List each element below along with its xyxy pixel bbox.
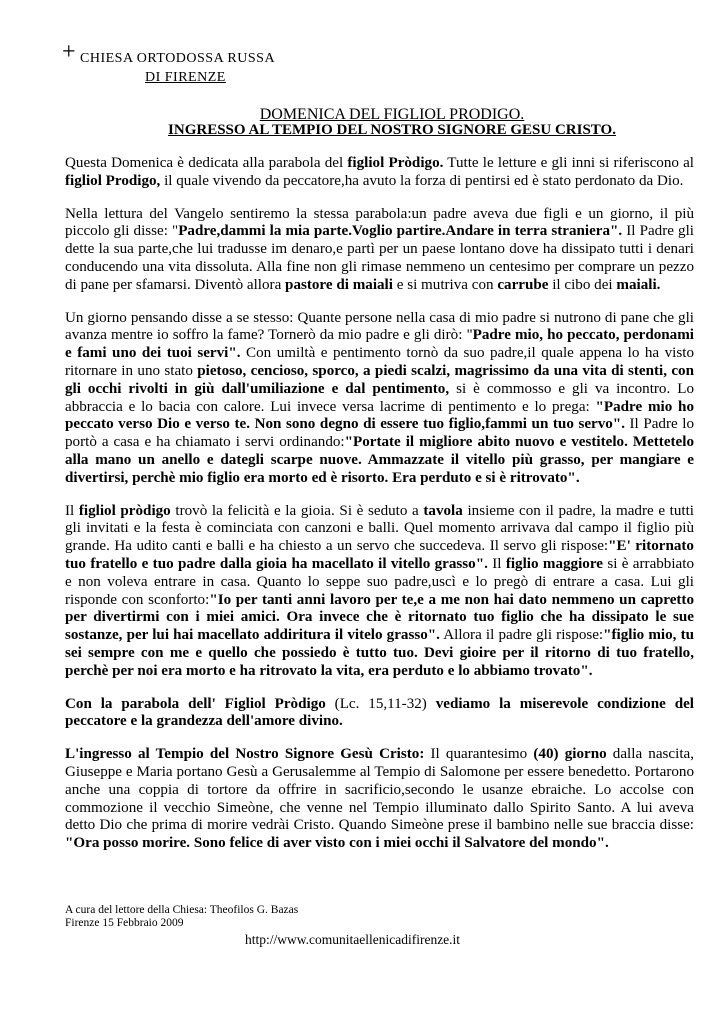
bold-text: figlio maggiore	[505, 555, 603, 572]
text-run: Tutte le letture e gli inni si riferiscono al	[443, 155, 694, 171]
text-run: si è commosso e gli va incontro. Lo abbraccia e lo bacia con calore. Lui invece versa lacrime di pentimento e lo prega:	[65, 380, 695, 415]
text-run: Un giorno pensando disse a se stesso: Quante persone nella casa di mio padre si nutrono di pane che gli avanza mentre io soffro la fame? Tornerò da mio padre e gli dirò: "	[65, 309, 694, 344]
text-run: Il	[487, 555, 506, 572]
document-body	[65, 155, 694, 868]
text-run: Con umiltà e pentimento tornò da suo padre,il quale appena lo ha visto ritornare in uno stato	[65, 345, 694, 379]
paragraph	[65, 503, 694, 681]
text-run: Nella lettura del Vangelo sentiremo la stessa parabola:un padre aveva due figli e un giorno, il più piccolo gli disse: "	[65, 205, 694, 240]
bold-text: L'ingresso al Tempio del Nostro Signore Gesù Cristo:	[65, 746, 425, 763]
cross-symbol: +	[62, 39, 76, 65]
bold-text: pastore di maiali	[285, 276, 393, 293]
bold-text: vediamo la miserevole condizione del peccatore e la grandezza dell'amore divino.	[65, 695, 694, 730]
paragraph	[65, 696, 694, 732]
bold-text: maiali.	[616, 276, 661, 293]
text-run: Il Padre lo portò a casa e ha chiamato i servi ordinando:	[65, 416, 694, 451]
bold-text: figliol Prodigo,	[65, 172, 161, 189]
bold-text: figliol Pròdigo.	[347, 155, 444, 171]
bold-text: figliol pròdigo	[78, 502, 171, 519]
website-link[interactable]: http://www.comunitaellenicadifirenze.it	[245, 932, 461, 947]
footer-author: A cura del lettore della Chiesa: Theofilos G. Bazas	[65, 904, 299, 916]
text-run: (Lc. 15,11-32)	[325, 695, 436, 712]
bold-text: "Io per tanti anni lavoro per te,e a me non hai dato nemmeno un capretto per divertirmi con i miei amici. Ora invece che è ritornato tuo figlio che ha dissipato le sue sostanze, per lui hai macellato addiritura il vitelo grasso".	[65, 591, 694, 644]
bold-text: tavola	[423, 502, 463, 519]
text-run: insieme con il padre, la madre e tutti gli invitati e la festa è cominciata con canzoni e balli. Quel momento arrivava dal campo il figlio più grande. Ha udito canti e balli e ha chiesto a un servo che succedeva. Il servo gli rispose:	[65, 502, 694, 555]
bold-text: Padre,dammi la mia parte.Voglio partire.Andare in terra straniera".	[178, 223, 623, 240]
bold-text: Padre mio, ho peccato, perdonami e fami uno dei tuoi servi".	[65, 327, 694, 362]
footer-date: Firenze 15 Febbraio 2009	[65, 917, 184, 929]
bold-text: (40) giorno	[533, 746, 607, 763]
church-city: DI FIRENZE	[145, 70, 226, 85]
page-title: DOMENICA DEL FIGLIOL PRODIGO.	[259, 106, 525, 123]
text-run: trovò la felicità e la gioia. Si è seduto a	[170, 502, 424, 519]
text-run: si è arrabbiato e non voleva entrare in casa. Quanto lo seppe suo padre,uscì e lo pregò di entrare a casa. Lui gli risponde con sconforto:	[65, 555, 694, 608]
page-subtitle: INGRESSO AL TEMPIO DEL NOSTRO SIGNORE GESU CRISTO.	[168, 122, 616, 138]
bold-text: Con la parabola dell' Figliol Pròdigo	[65, 695, 326, 712]
bold-text: pietoso, cencioso, sporco, a piedi scalzi, magrissimo da una vita di stenti, con gli occhi rivolti in giù dall'umiliazione e dal pentimento,	[65, 362, 694, 397]
paragraph	[65, 746, 694, 853]
bold-text: "figlio mio, tu sei sempre con me e quello che possiedo è tutto tuo. Devi gioire per il ritorno di tuo fratello, perchè per noi era morto e ha ritrovato la vita, era perduto e lo abbiamo trovato".	[65, 627, 695, 679]
text-run: Il Padre gli dette la sua parte,che lui tradusse im denaro,e partì per un paese lontano dove ha dissipato tutti i denari conducendo una vita dissoluta. Alla fine non gli rimase nemmeno un centesimo per comprare un pezzo di pane per sfamarsi. Diventò allora	[65, 223, 694, 293]
text-run: Allora il padre gli rispose:	[439, 627, 604, 644]
paragraph	[65, 206, 694, 295]
text-run: il quale vivendo da peccatore,ha avuto la forza di pentirsi ed è stato perdonato da Dio.	[160, 172, 684, 189]
paragraph	[65, 155, 694, 191]
bold-text: "Portate il migliore abito nuovo e vestitelo. Mettetelo alla mano un anello e dategli scarpe nuove. Ammazzate il vitello più grasso, per mangiare e divertirsi, perchè mio figlio era morto ed è risorto. Era perduto e si è ritrovato".	[65, 434, 694, 486]
text-run: il cibo dei	[548, 276, 617, 293]
text-run: Il quarantesimo	[424, 746, 534, 763]
footer	[65, 904, 298, 930]
bold-text: "Ora posso morire. Sono felice di aver visto con i miei occhi il Salvatore del mondo".	[65, 835, 609, 852]
bold-text: "E' ritornato tuo fratello e tuo padre dalla gioia ha macellato il vitello grasso".	[65, 538, 694, 572]
bold-text: "Padre mio ho peccato verso Dio e verso te. Non sono degno di essere tuo figlio,fammi un tuo servo".	[65, 398, 695, 433]
paragraph	[65, 310, 694, 488]
text-run: Questa Domenica è dedicata alla parabola del	[65, 155, 348, 171]
text-run: Il	[65, 502, 79, 519]
text-run: e si mutriva con	[392, 276, 498, 293]
bold-text: carrube	[497, 276, 549, 293]
text-run: dalla nascita, Giuseppe e Maria portano Gesù a Gerusalemme al Tempio di Salomone per essere benedetto. Portarono anche una coppia di tortore da offrire in sacrificio,secondo le usanze ebraiche. Lo accolse con commozione il vecchio Simeòne, che venne nel Tempio illuminato dallo Spirito Santo. A lui aveva detto Dio che prima di morire vedrài Cristo. Quando Simeòne prese il bambino nelle sue braccia disse:	[65, 746, 694, 834]
church-name: CHIESA ORTODOSSA RUSSA	[80, 51, 276, 66]
